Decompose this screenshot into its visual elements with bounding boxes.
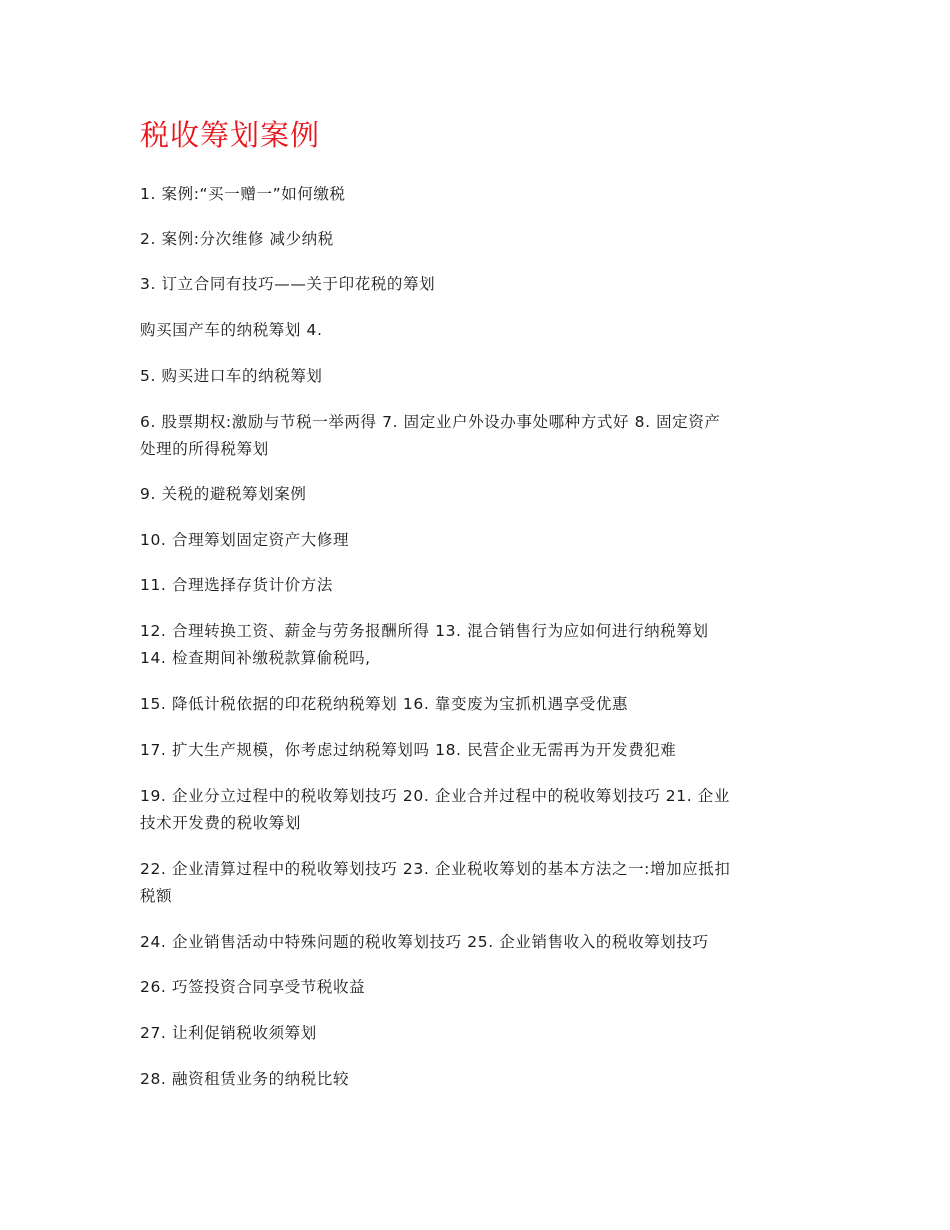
list-item — [140, 226, 820, 253]
list-item-line: 税额 — [140, 887, 173, 905]
list-item-line: 28. 融资租赁业务的纳税比较 — [140, 1070, 350, 1088]
list-item-line: 26. 巧签投资合同享受节税收益 — [140, 978, 366, 996]
list-item-line: 10. 合理筹划固定资产大修理 — [140, 531, 350, 549]
list-item — [140, 691, 820, 718]
list-item — [140, 572, 820, 599]
list-item-line: 技术开发费的税收筹划 — [140, 814, 302, 832]
list-item — [140, 974, 820, 1001]
list-item — [140, 1020, 820, 1047]
list-item — [140, 1066, 820, 1093]
list-item — [140, 481, 820, 508]
list-item-line: 9. 关税的避税筹划案例 — [140, 485, 307, 503]
list-item-line: 19. 企业分立过程中的税收筹划技巧 20. 企业合并过程中的税收筹划技巧 21. 企业 — [140, 787, 730, 805]
list-item — [140, 527, 820, 554]
list-item-line: 15. 降低计税依据的印花税纳税筹划 16. 靠变废为宝抓机遇享受优惠 — [140, 695, 629, 713]
list-item-line: 1. 案例:“买一赠一”如何缴税 — [140, 185, 346, 203]
list-item — [140, 737, 820, 764]
list-item — [140, 317, 820, 344]
list-item — [140, 618, 820, 672]
list-item-line: 处理的所得税筹划 — [140, 440, 269, 458]
list-item — [140, 929, 820, 956]
document-title: 税收筹划案例 — [140, 118, 321, 152]
list-item-line: 6. 股票期权:激励与节税一举两得 7. 固定业户外设办事处哪种方式好 8. 固定资产 — [140, 413, 721, 431]
list-item-line: 2. 案例:分次维修 减少纳税 — [140, 230, 334, 248]
list-item-line: 24. 企业销售活动中特殊问题的税收筹划技巧 25. 企业销售收入的税收筹划技巧 — [140, 933, 709, 951]
list-item-line: 5. 购买进口车的纳税筹划 — [140, 367, 323, 385]
list-item-line: 27. 让利促销税收须筹划 — [140, 1024, 317, 1042]
list-item-line: 14. 检查期间补缴税款算偷税吗, — [140, 649, 371, 667]
list-item-line: 购买国产车的纳税筹划 4. — [140, 321, 323, 339]
list-item-line: 22. 企业清算过程中的税收筹划技巧 23. 企业税收筹划的基本方法之一:增加应抵扣 — [140, 860, 731, 878]
list-item-line: 12. 合理转换工资、薪金与劳务报酬所得 13. 混合销售行为应如何进行纳税筹划 — [140, 622, 709, 640]
list-item-line: 3. 订立合同有技巧——关于印花税的筹划 — [140, 275, 436, 293]
list-item — [140, 783, 820, 837]
list-item — [140, 271, 820, 298]
list-item — [140, 856, 820, 910]
list-item — [140, 363, 820, 390]
list-item — [140, 181, 820, 208]
list-item — [140, 409, 820, 463]
list-item-line: 17. 扩大生产规模，你考虑过纳税筹划吗 18. 民营企业无需再为开发费犯难 — [140, 741, 677, 759]
list-item-line: 11. 合理选择存货计价方法 — [140, 576, 333, 594]
